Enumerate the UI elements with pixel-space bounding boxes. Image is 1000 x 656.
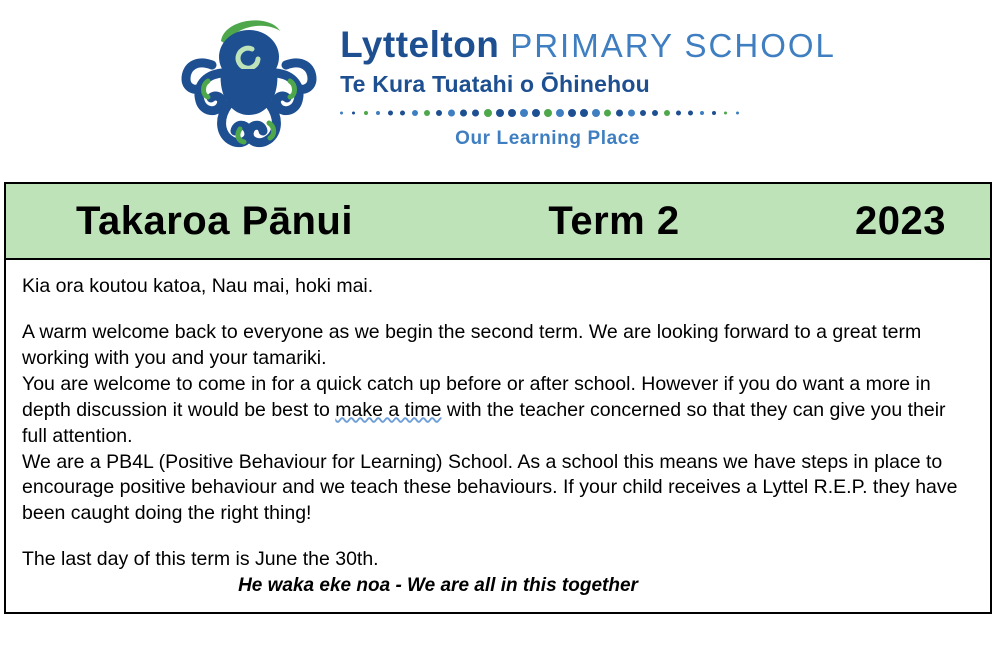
paragraph-spacer-2	[22, 527, 974, 547]
whakatauki: He waka eke noa - We are all in this together	[238, 575, 638, 597]
school-name-secondary: PRIMARY SCHOOL	[510, 27, 836, 65]
dotted-divider	[340, 106, 760, 120]
wordmark	[340, 22, 836, 150]
newsletter-year: 2023	[855, 198, 946, 243]
paragraph-catchup	[22, 372, 974, 450]
paragraph-pb4l: We are a PB4L (Positive Behaviour for Learning) School. As a school this means we have steps in place to encourage positive behaviour and we teach these behaviours. If your child receives a Lyttel R.E.P. they have been caught doing the right thing!	[22, 450, 958, 525]
school-logo	[174, 11, 836, 161]
school-tagline: Our Learning Place	[455, 127, 641, 149]
octopus-logo-icon	[174, 11, 324, 161]
catchup-spellcheck-phrase: make a time	[335, 398, 442, 421]
paragraph-last-day: The last day of this term is June the 30th.	[22, 548, 379, 571]
paragraph-spacer	[22, 300, 974, 320]
letterhead	[0, 0, 1000, 172]
newsletter-title: Takaroa Pānui	[76, 198, 353, 243]
newsletter-term: Term 2	[548, 198, 680, 243]
newsletter-title-bar	[6, 184, 990, 260]
newsletter-body	[6, 260, 990, 612]
catchup-text-before: You are welcome to come in for a quick catch up before or after school. However if you do want a more in depth discussion it would be best to	[22, 372, 931, 421]
paragraph-welcome: A warm welcome back to everyone as we begin the second term. We are looking forward to a great term working with you and your tamariki.	[22, 320, 922, 369]
catchup-text-after: with the teacher concerned so that they can give you their full attention.	[22, 398, 946, 447]
paragraph-greeting: Kia ora koutou katoa, Nau mai, hoki mai.	[22, 275, 374, 297]
newsletter-panel	[4, 182, 992, 614]
school-name-maori: Te Kura Tuatahi o Ōhinehou	[340, 70, 650, 97]
school-name	[340, 26, 836, 65]
school-name-primary: Lyttelton	[340, 24, 500, 66]
